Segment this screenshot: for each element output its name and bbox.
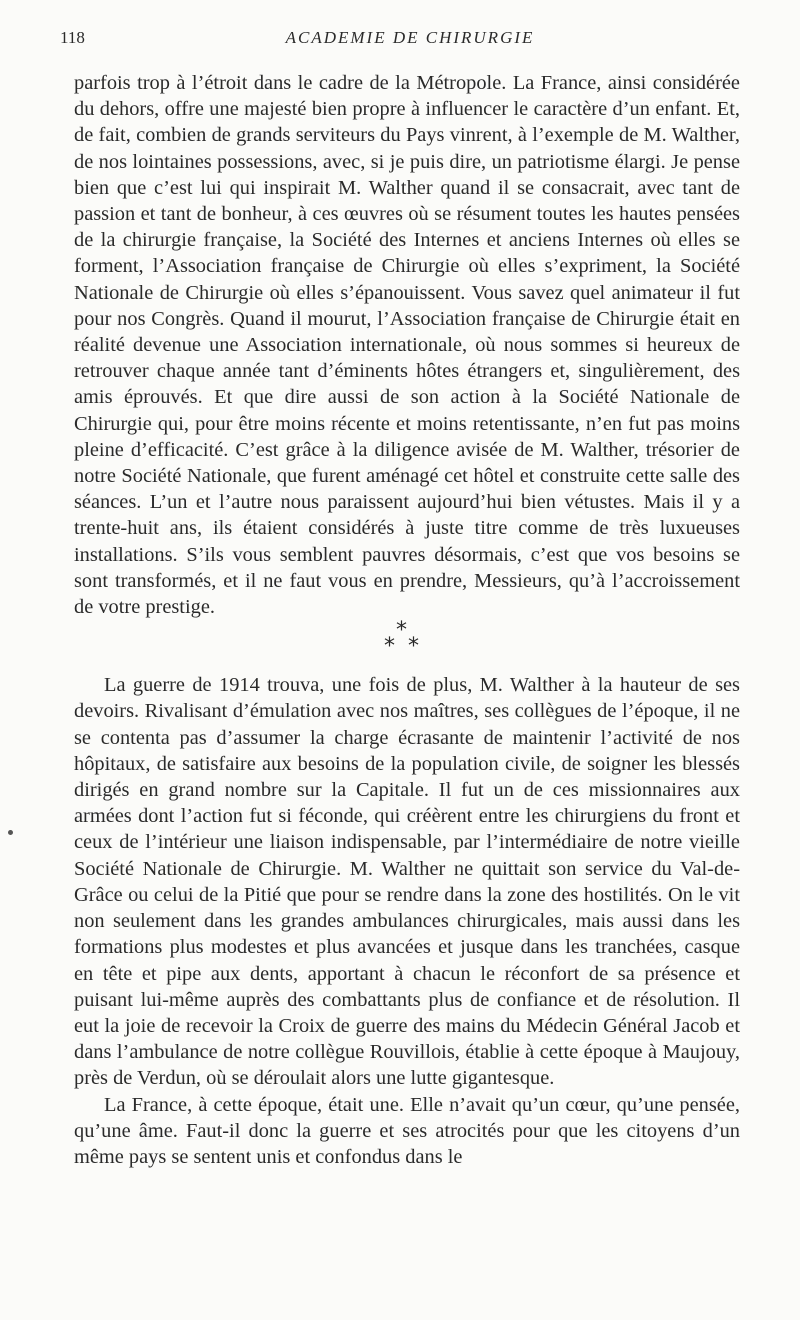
asterism-star-right: * bbox=[408, 634, 419, 660]
paragraph-2: La guerre de 1914 trouva, une fois de plus, M. Walther à la hauteur de ses devoirs. Rivalisant d’émulation avec nos maîtres, ses collègues de l’époque, il ne se contenta pas d’assumer la charge écrasante de maintenir l’activité de nos hôpitaux, de satisfaire aux besoins de la population civile, de soigner les blessés dirigés en grand nombre sur la Capitale. Il fut un de ces missionnaires aux armées dont l’action fut si féconde, qui créèrent entre les chirurgiens du front et ceux de l’intérieur une liaison indispensable, par l’intermédiaire de notre vieille Société Nationale de Chirurgie. M. Walther ne quittait son service du Val-de-Grâce ou celui de la Pitié que pour se rendre dans la zone des hostilités. On le vit non seulement dans les grandes ambulances chirurgicales, mais aussi dans les formations plus modestes et plus avancées et jusque dans les tranchées, casque en tête et pipe aux dents, apportant à chacun le réconfort de sa présence et puisant lui-même auprès des combattants plus de confiance et de résolution. Il eut la joie de recevoir la Croix de guerre des mains du Médecin Général Jacob et dans l’ambulance de notre collègue Rouvillois, établie à cette époque à Maujouy, près de Verdun, où se déroulait alors une lutte gigantesque. bbox=[74, 674, 740, 1090]
section-separator bbox=[74, 620, 740, 672]
body-text bbox=[74, 70, 740, 1170]
asterism-star-left: * bbox=[384, 634, 395, 660]
page-number: 118 bbox=[60, 28, 85, 47]
header-title: ACADEMIE DE CHIRURGIE bbox=[285, 28, 535, 47]
margin-mark bbox=[8, 830, 13, 835]
paragraph-3: La France, à cette époque, était une. Elle n’avait qu’un cœur, qu’une pensée, qu’une âme. Faut-il donc la guerre et ses atrocités pour que les citoyens d’un même pays se sentent unis et confondus dans le bbox=[74, 1093, 740, 1168]
asterism-star-top: * bbox=[396, 618, 407, 644]
running-header bbox=[60, 28, 760, 52]
paragraph-1: parfois trop à l’étroit dans le cadre de la Métropole. La France, ainsi considérée du dehors, offre une majesté bien propre à influencer le caractère d’un enfant. Et, de fait, combien de grands serviteurs du Pays vinrent, à l’exemple de M. Walther, de nos lointaines possessions, avec, si je puis dire, un patriotisme élargi. Je pense bien que c’est lui qui inspirait M. Walther quand il se consacrait, avec tant de passion et tant de bonheur, à ces œuvres où se résument toutes les hautes pensées de la chirurgie française, la Société des Internes et anciens Internes où elles se forment, l’Association française de Chirurgie où elles s’expriment, la Société Nationale de Chirurgie où elles s’épanouissent. Vous savez quel animateur il fut pour nos Congrès. Quand il mourut, l’Association française de Chirurgie était en réalité devenue une Association internationale, où nous sommes si heureux de retrouver chaque année tant d’éminents hôtes étrangers et, singulièrement, des amis éprouvés. Et que dire aussi de son action à la Société Nationale de Chirurgie qui, pour être moins récente et moins retentissante, n’en fut pas moins pleine d’efficacité. C’est grâce à la diligence avisée de M. Walther, trésorier de notre Société Nationale, que furent aménagé cet hôtel et construite cette salle des séances. L’un et l’autre nous paraissent aujourd’hui bien vétustes. Mais il y a trente-huit ans, ils étaient considérés à juste titre comme de très luxueuses installations. S’ils vous semblent pauvres désormais, c’est que vos besoins se sont transformés, et il ne faut vous en prendre, Messieurs, qu’à l’accroissement de votre prestige. bbox=[74, 72, 740, 619]
